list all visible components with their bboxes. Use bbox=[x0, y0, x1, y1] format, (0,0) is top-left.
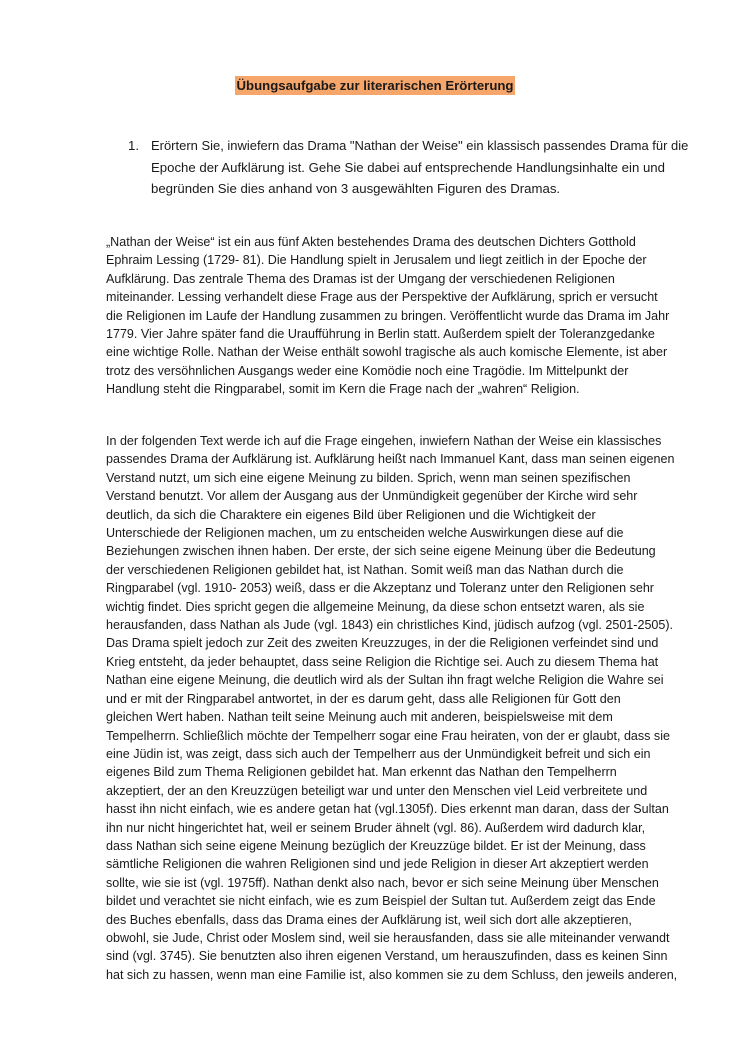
main-line: akzeptiert, der an den Kreuzzügen beteiligt war und unter den Menschen viel Leid verbreitete und bbox=[106, 783, 648, 798]
task-list bbox=[128, 135, 688, 200]
title-container bbox=[0, 76, 750, 95]
task-item bbox=[128, 135, 688, 200]
main-line: und er mit der Ringparabel antwortet, in der es darum geht, dass alle Religionen für Gott den bbox=[106, 691, 621, 706]
intro-line: „Nathan der Weise“ ist ein aus fünf Akten bestehendes Drama des deutschen Dichters Gotthold bbox=[106, 235, 636, 249]
main-line: gleichen Wert haben. Nathan teilt seine Meinung auch mit anderen, beispielsweise mit dem bbox=[106, 710, 613, 725]
main-line: In der folgenden Text werde ich auf die Frage eingehen, inwiefern Nathan der Weise ein klassisches bbox=[106, 434, 662, 448]
main-line: obwohl, sie Jude, Christ oder Moslem sind, weil sie herausfanden, dass sie alle miteinander verwandt bbox=[106, 930, 670, 945]
intro-line: trotz des versöhnlichen Ausgangs weder eine Komödie noch eine Tragödie. Im Mittelpunkt der bbox=[106, 363, 629, 378]
main-line: sollte, wie sie ist (vgl. 1975ff). Nathan denkt also nach, bevor er sich seine Meinung über Menschen bbox=[106, 875, 659, 890]
task-number: 1. bbox=[128, 138, 139, 153]
main-line: bildet und verachtet sie nicht einfach, wie es zum Beispiel der Sultan tut. Außerdem zeigt das Ende bbox=[106, 894, 656, 909]
intro-line: Aufklärung. Das zentrale Thema des Dramas ist der Umgang der verschiedenen Religionen bbox=[106, 271, 615, 286]
main-line: passendes Drama der Aufklärung ist. Aufklärung heißt nach Immanuel Kant, dass man seinen eigenen bbox=[106, 452, 675, 467]
main-line: eigenes Bild zum Thema Religionen gebildet hat. Man erkennt das Nathan den Tempelherrn bbox=[106, 765, 617, 780]
main-line: Nathan eine eigene Meinung, die deutlich wird als der Sultan ihn fragt welche Religion die Wahre sei bbox=[106, 673, 664, 688]
intro-paragraph bbox=[106, 233, 683, 399]
main-line: ihn nur nicht hingerichtet hat, weil er seinem Bruder ähnelt (vgl. 86). Außerdem wird dadurch klar, bbox=[106, 820, 646, 835]
intro-line: eine wichtige Rolle. Nathan der Weise enthält sowohl tragische als auch komische Elemente, ist aber bbox=[106, 345, 668, 360]
main-line: sind (vgl. 3745). Sie benutzten also ihren eigenen Verstand, um herauszufinden, dass es keinen Sinn bbox=[106, 949, 668, 964]
main-line: sämtliche Religionen die wahren Religionen sind und jede Religion in dieser Art akzeptiert werden bbox=[106, 857, 649, 872]
main-line: Verstand benutzt. Vor allem der Ausgang aus der Unmündigkeit gegenüber der Kirche wird sehr bbox=[106, 489, 638, 504]
intro-line: miteinander. Lessing verhandelt diese Frage aus der Perspektive der Aufklärung, sprich er versucht bbox=[106, 290, 658, 305]
main-line: der verschiedenen Religionen gebildet hat, ist Nathan. Somit weiß man das Nathan durch die bbox=[106, 562, 624, 577]
main-line: deutlich, da sich die Charaktere ein eigenes Bild über Religionen und die Wichtigkeit der bbox=[106, 507, 596, 522]
main-line: Das Drama spielt jedoch zur Zeit des zweiten Kreuzzuges, in der die Religionen verfeindet sind und bbox=[106, 636, 659, 651]
main-line: Unterschiede der Religionen machen, um zu entscheiden welche Auswirkungen diese auf die bbox=[106, 526, 624, 541]
main-line: herausfanden, dass Nathan als Jude (vgl. 1843) ein christliches Kind, jüdisch aufzog (vgl. 2501-2505). bbox=[106, 618, 674, 633]
main-line: hat sich zu hassen, wenn man eine Familie ist, also kommen sie zu dem Schluss, den jeweils anderen, bbox=[106, 967, 678, 982]
main-paragraph bbox=[106, 432, 683, 984]
intro-line: Ephraim Lessing (1729- 81). Die Handlung spielt in Jerusalem und liegt zeitlich in der Epoche der bbox=[106, 253, 647, 268]
main-line: Beziehungen zwischen ihnen haben. Der erste, der sich seine eigene Meinung über die Bedeutung bbox=[106, 544, 656, 559]
task-line: begründen Sie dies anhand von 3 ausgewählten Figuren des Dramas. bbox=[151, 181, 561, 196]
main-line: Verstand nutzt, um sich eine eigene Meinung zu bilden. Sprich, wenn man seinen spezifischen bbox=[106, 470, 631, 485]
main-line: Ringparabel (vgl. 1910- 2053) weiß, dass er die Akzeptanz und Toleranz unter den Religionen sehr bbox=[106, 581, 654, 596]
document-title: Übungsaufgabe zur literarischen Erörterung bbox=[236, 78, 514, 93]
main-line: Tempelherrn. Schließlich möchte der Tempelherr sogar eine Frau heiraten, von der er glaubt, dass sie bbox=[106, 728, 670, 743]
task-line: Epoche der Aufklärung ist. Gehe Sie dabei auf entsprechende Handlungsinhalte ein und bbox=[151, 159, 665, 175]
main-line: des Buches ebenfalls, dass das Drama eines der Aufklärung ist, weil sich dort alle akzeptieren, bbox=[106, 912, 632, 927]
intro-line: Handlung steht die Ringparabel, somit im Kern die Frage nach der „wahren“ Religion. bbox=[106, 382, 580, 397]
task-line: Erörtern Sie, inwiefern das Drama "Nathan der Weise" ein klassisch passendes Drama für die bbox=[151, 138, 689, 153]
main-line: dass Nathan sich seine eigene Meinung bezüglich der Kreuzzüge bildet. Er ist der Meinung, dass bbox=[106, 838, 646, 853]
main-line: eine Jüdin ist, was zeigt, dass sich auch der Tempelherr aus der Unmündigkeit befreit und sich ein bbox=[106, 746, 651, 761]
main-line: Krieg entsteht, da jeder behauptet, dass seine Religion die Richtige sei. Auch zu diesem Thema hat bbox=[106, 654, 659, 669]
main-line: wichtig findet. Dies spricht gegen die allgemeine Meinung, da diese schon entsetzt waren, als sie bbox=[106, 599, 645, 614]
intro-line: die Religionen im Laufe der Handlung zusammen zu bringen. Veröffentlicht wurde das Drama im Jahr bbox=[106, 308, 670, 323]
intro-line: 1779. Vier Jahre später fand die Uraufführung in Berlin statt. Außerdem spielt der Toleranzgedanke bbox=[106, 327, 655, 342]
main-line: hasst ihn nicht einfach, wie es andere getan hat (vgl.1305f). Dies erkennt man daran, dass der Sultan bbox=[106, 802, 669, 817]
